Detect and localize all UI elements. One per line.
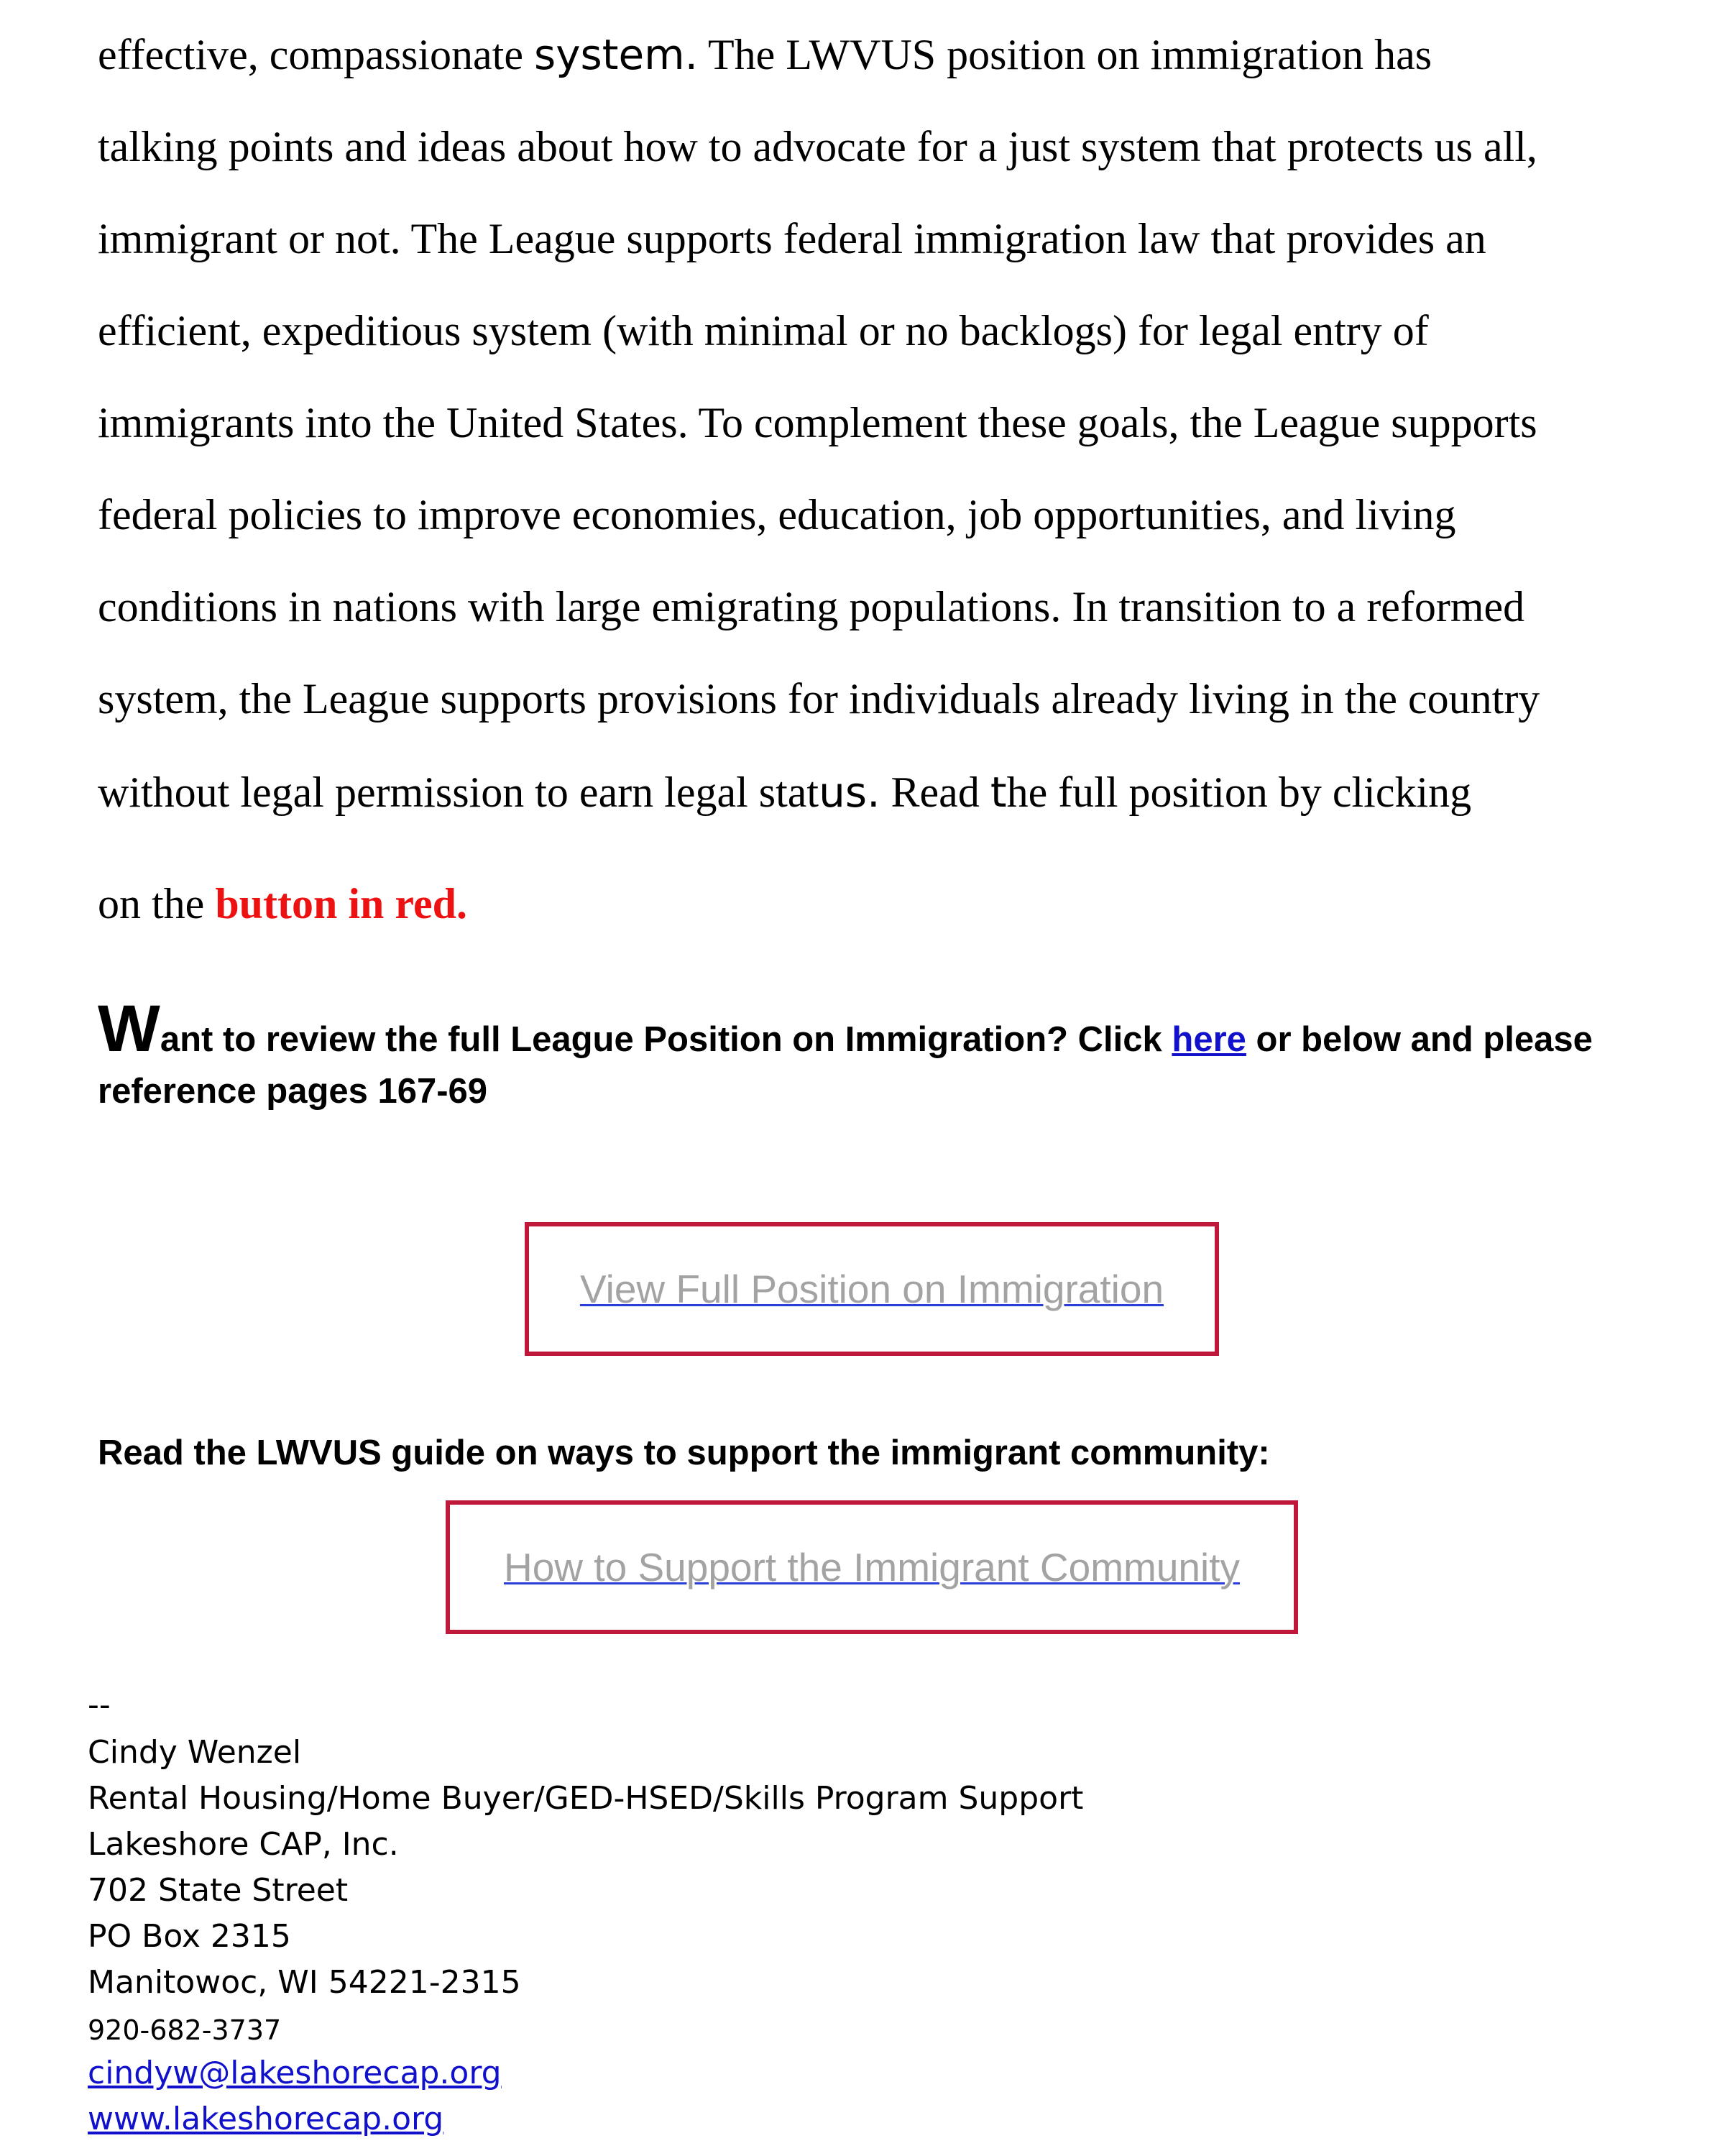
signature-name: Cindy Wenzel — [88, 1734, 302, 1771]
drop-initial: W — [98, 992, 160, 1065]
paragraph-line: system, the League supports provisions for individuals already living in the country — [98, 675, 1540, 723]
signature-org: Lakeshore CAP, Inc. — [88, 1826, 399, 1863]
paragraph-line: without legal permission to earn legal status. Read the full position by clicking — [98, 768, 1472, 817]
guide-heading: Read the LWVUS guide on ways to support the immigrant community: — [98, 1433, 1270, 1472]
signature-role: Rental Housing/Home Buyer/GED-HSED/Skills Program Support — [88, 1780, 1084, 1817]
signature-separator: -- — [88, 1687, 111, 1723]
paragraph-line: federal policies to improve economies, education, job opportunities, and living — [98, 491, 1456, 538]
signature-street: 702 State Street — [88, 1872, 349, 1909]
support-community-button[interactable] — [446, 1500, 1298, 1634]
signature-city: Manitowoc, WI 54221-2315 — [88, 1964, 521, 2001]
paragraph-line: immigrants into the United States. To complement these goals, the League supports — [98, 399, 1537, 446]
paragraph-line: effective, compassionate system. The LWVUS position on immigration has — [98, 30, 1432, 79]
view-position-button[interactable] — [525, 1222, 1219, 1356]
review-heading: Want to review the full League Position on Immigration? Click here or below and please reference pages 167-69 — [98, 992, 1593, 1111]
paragraph-line: talking points and ideas about how to advocate for a just system that protects us all, — [98, 123, 1537, 170]
paragraph-line: on the button in red. — [98, 880, 467, 927]
here-link[interactable]: here — [1172, 1020, 1246, 1059]
red-button-reference: button in red. — [215, 880, 467, 927]
signature-website — [88, 2096, 443, 2142]
paragraph-line: efficient, expeditious system (with minimal or no backlogs) for legal entry of — [98, 307, 1429, 354]
paragraph-line: conditions in nations with large emigrating populations. In transition to a reformed — [98, 583, 1525, 630]
signature-phone: 920-682-3737 — [88, 2014, 282, 2046]
paragraph-line: immigrant or not. The League supports federal immigration law that provides an — [98, 215, 1486, 262]
website-link[interactable]: www.lakeshorecap.org — [88, 2101, 444, 2137]
view-position-link[interactable]: View Full Position on Immigration — [579, 1267, 1164, 1311]
email-link[interactable]: cindyw@lakeshorecap.org — [88, 2055, 502, 2091]
signature-email — [88, 2050, 502, 2096]
support-community-link[interactable]: How to Support the Immigrant Community — [504, 1545, 1240, 1590]
signature-pobox: PO Box 2315 — [88, 1918, 291, 1955]
